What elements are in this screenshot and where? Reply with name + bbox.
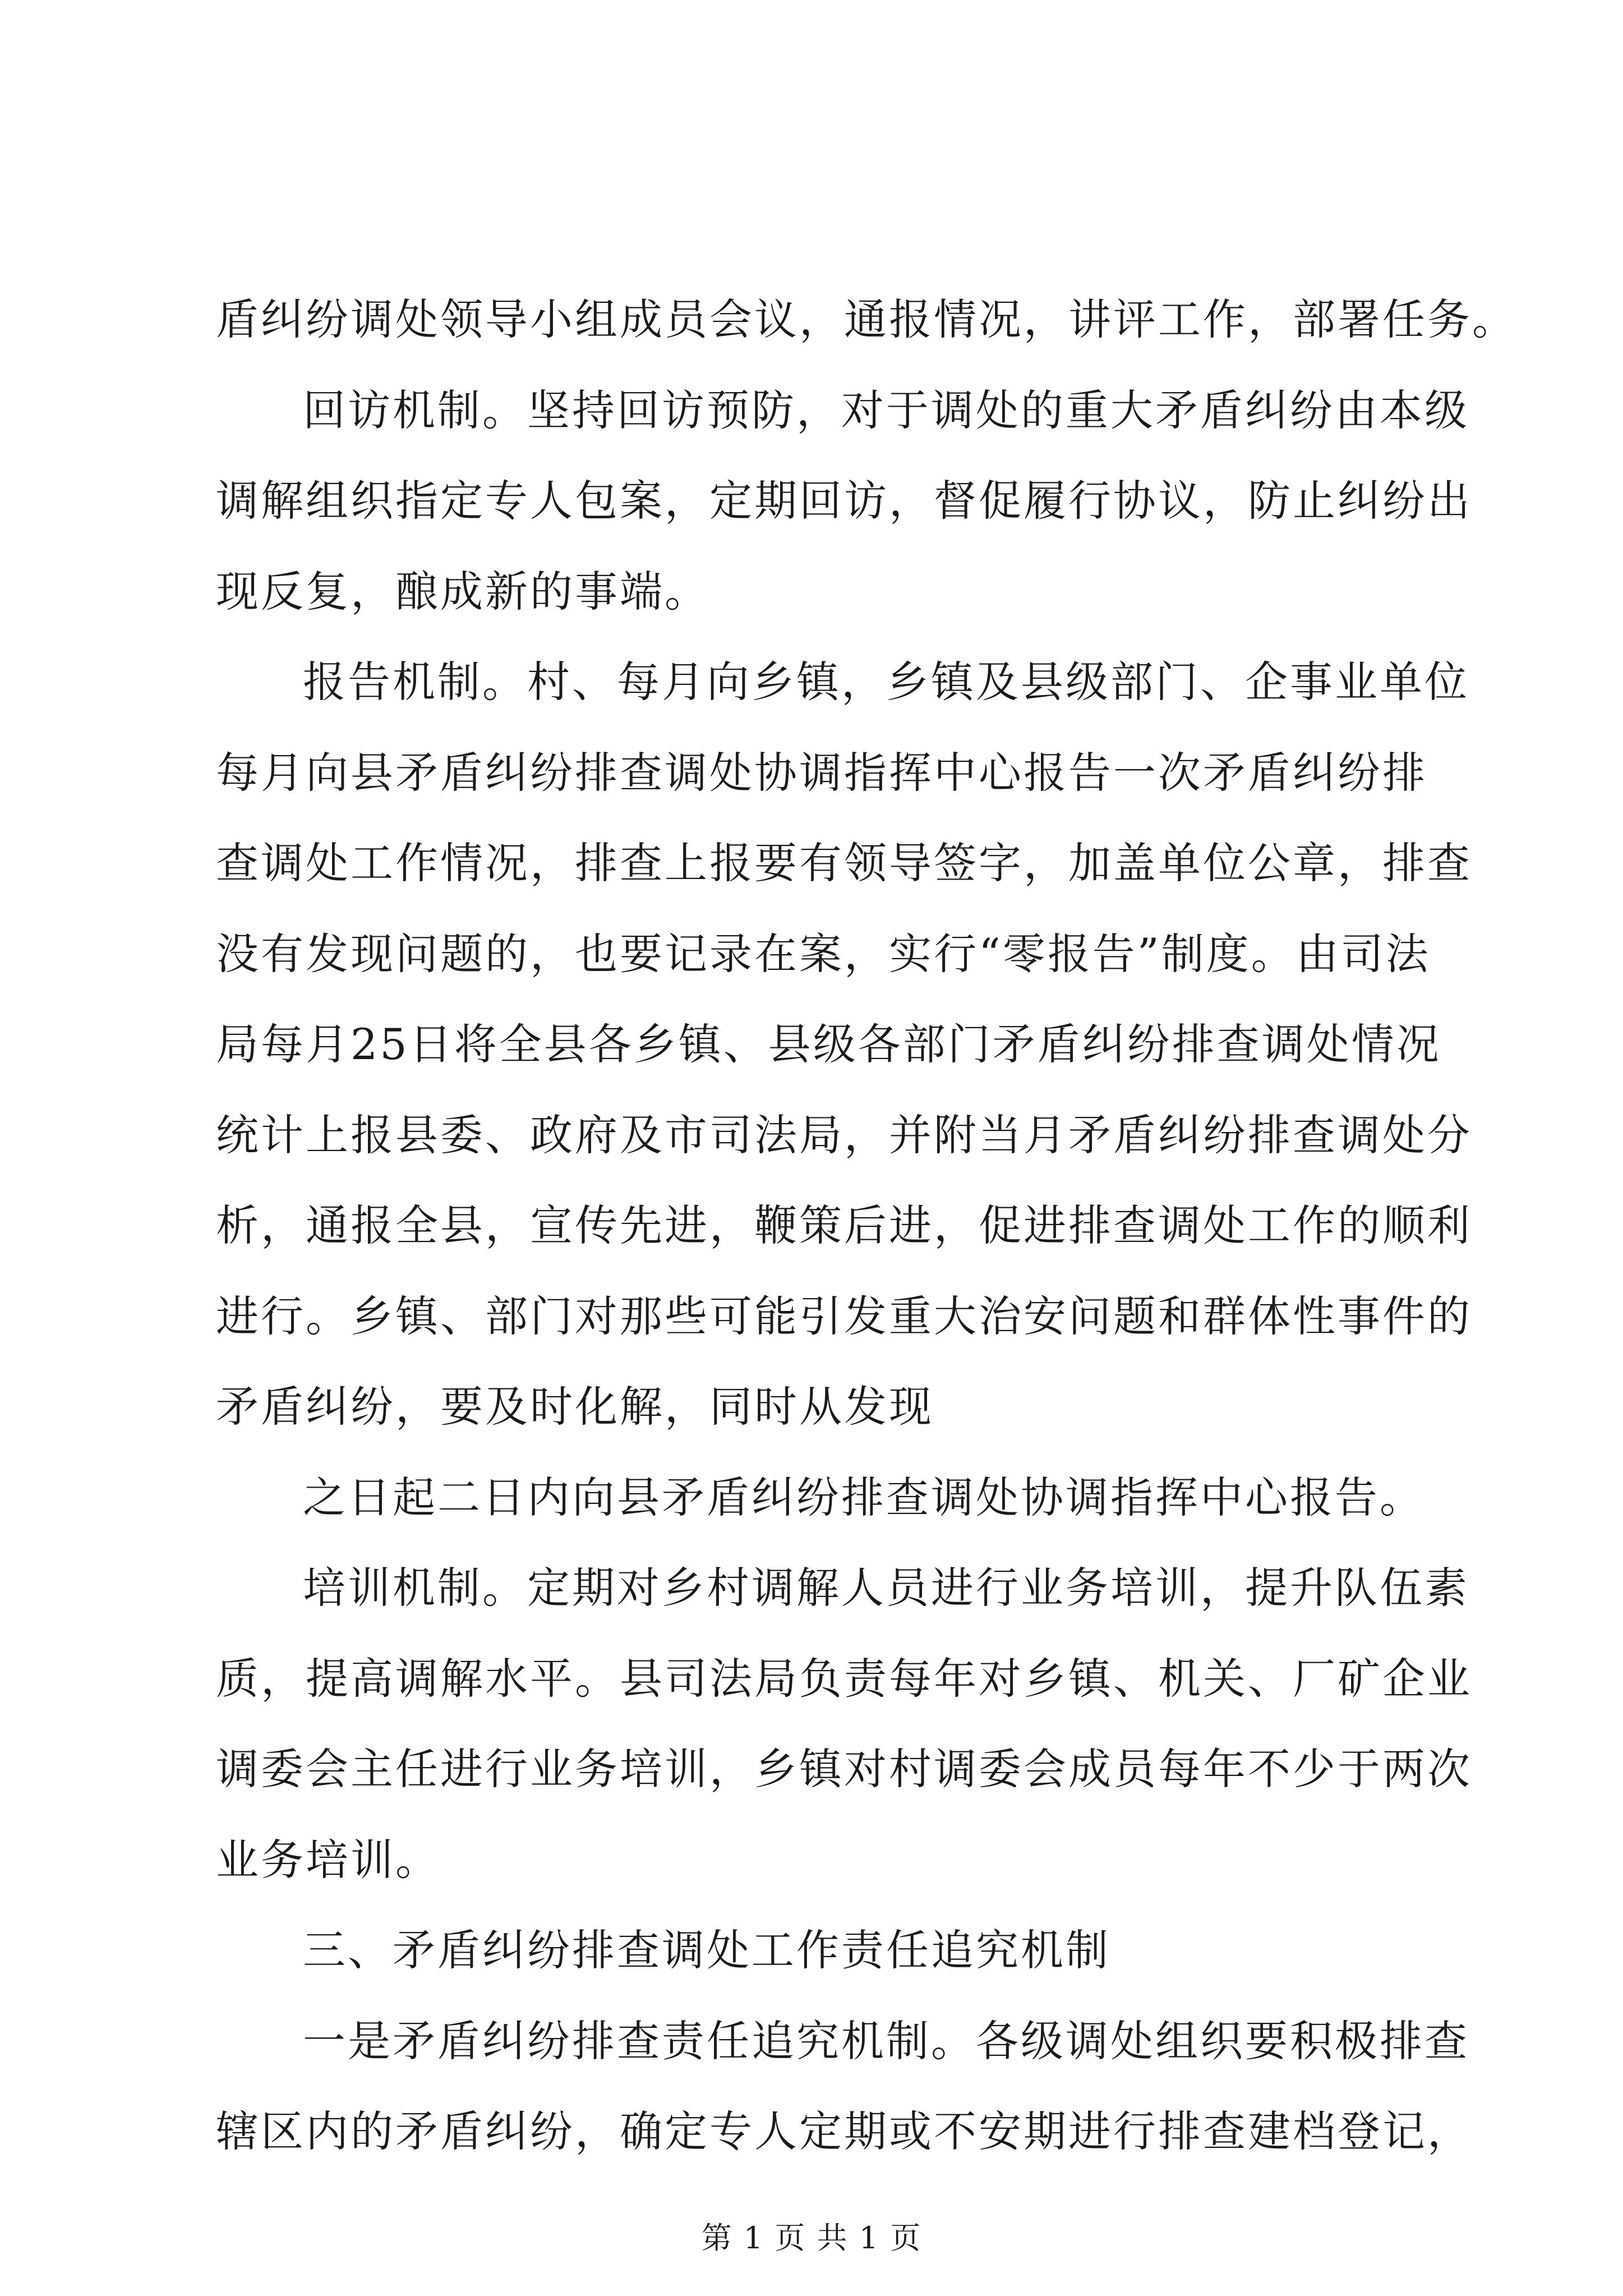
text-line: 业务培训。: [216, 1835, 440, 1885]
text-line: 统计上报县委、政府及市司法局，并附当月矛盾纠纷排查调处分: [216, 1110, 1472, 1160]
text-line: 盾纠纷调处领导小组成员会议，通报情况，讲评工作，部署任务。: [216, 295, 1517, 344]
text-line: 之日起二日内向县矛盾纠纷排查调处协调指挥中心报告。: [303, 1473, 1424, 1522]
text-line: 辖区内的矛盾纠纷，确定专人定期或不安期进行排查建档登记，: [216, 2106, 1472, 2156]
page-footer: 第 1 页 共 1 页: [701, 2220, 922, 2256]
text-line: 没有发现问题的，也要记录在案，实行“零报告”制度。由司法: [216, 929, 1431, 979]
text-line: 析，通报全县，宣传先进，鞭策后进，促进排查调处工作的顺利: [216, 1200, 1472, 1250]
text-line: 回访机制。坚持回访预防，对于调处的重大矛盾纠纷由本级: [303, 385, 1469, 435]
text-line: 局每月25日将全县各乡镇、县级各部门矛盾纠纷排查调处情况: [216, 1019, 1441, 1069]
text-line: 调委会主任进行业务培训，乡镇对村调委会成员每年不少于两次: [216, 1744, 1472, 1794]
text-line: 报告机制。村、每月向乡镇，乡镇及县级部门、企事业单位: [303, 657, 1469, 707]
section-heading: 三、矛盾纠纷排查调处工作责任追究机制: [303, 1925, 1110, 1975]
text-line: 每月向县矛盾纠纷排查调处协调指挥中心报告一次矛盾纠纷排: [216, 748, 1427, 798]
text-line: 查调处工作情况，排查上报要有领导签字，加盖单位公章，排查: [216, 838, 1472, 888]
text-line: 培训机制。定期对乡村调解人员进行业务培训，提升队伍素: [303, 1563, 1469, 1613]
text-line: 调解组织指定专人包案，定期回访，督促履行协议，防止纠纷出: [216, 476, 1472, 526]
text-line: 现反复，酿成新的事端。: [216, 567, 709, 616]
text-line: 矛盾纠纷，要及时化解，同时从发现: [216, 1382, 934, 1432]
text-line: 质，提高调解水平。县司法局负责每年对乡镇、机关、厂矿企业: [216, 1654, 1472, 1704]
text-line: 进行。乡镇、部门对那些可能引发重大治安问题和群体性事件的: [216, 1291, 1472, 1341]
text-line: 一是矛盾纠纷排查责任追究机制。各级调处组织要积极排查: [303, 2016, 1469, 2066]
